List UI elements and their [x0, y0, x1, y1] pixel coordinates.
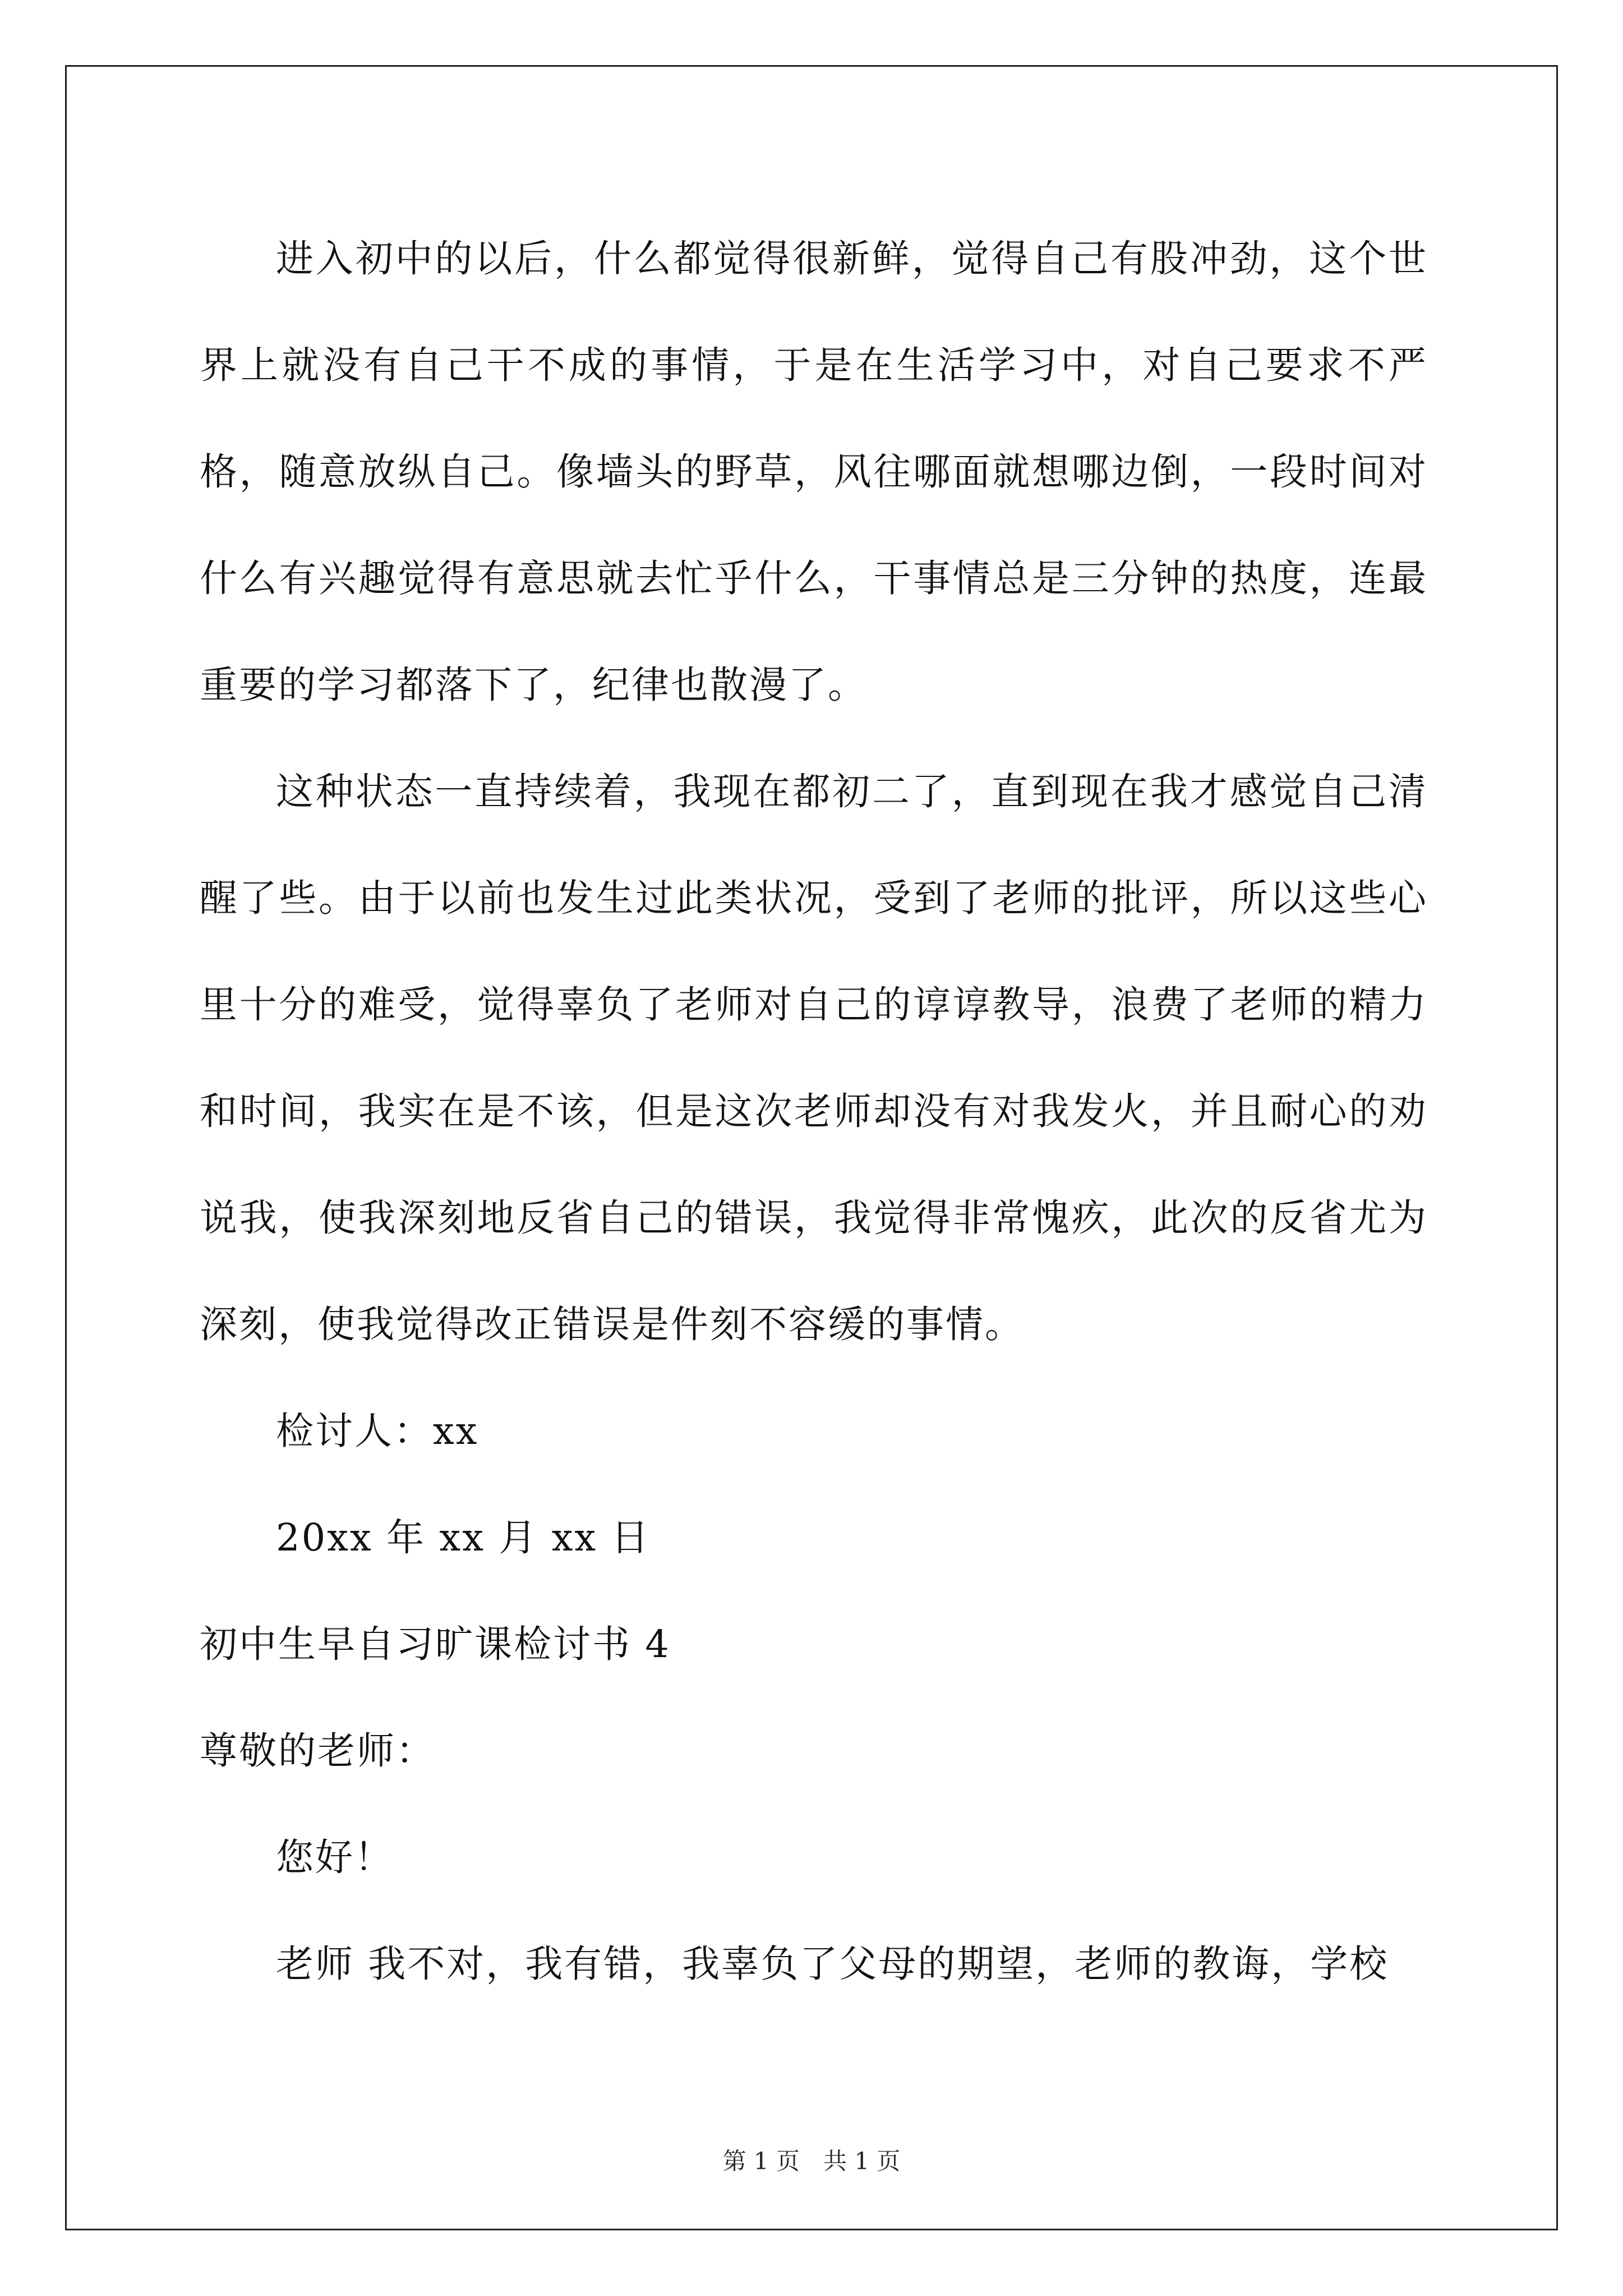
paragraph-1: 进入初中的以后，什么都觉得很新鲜，觉得自己有股冲劲，这个世界上就没有自己干不成的事情，于是在生活学习中，对自己要求不严格，随意放纵自己。像墙头的野草，风往哪面就想哪边倒，一段时间对什么有兴趣觉得有意思就去忙乎什么，干事情总是三分钟的热度，连最重要的学习都落下了，纪律也散漫了。 — [200, 237, 1428, 707]
signature-line: 检讨人：xx — [276, 1409, 479, 1453]
greeting: 您好！ — [276, 1835, 394, 1879]
date-line: 20xx 年 xx 月 xx 日 — [276, 1516, 651, 1559]
paragraph-2: 这种状态一直持续着，我现在都初二了，直到现在我才感觉自己清醒了些。由于以前也发生过此类状况，受到了老师的批评，所以这些心里十分的难受，觉得辜负了老师对自己的谆谆教导，浪费了老师的精力和时间，我实在是不该，但是这次老师却没有对我发火，并且耐心的劝说我，使我深刻地反省自己的错误，我觉得非常愧疚，此次的反省尤为深刻，使我觉得改正错误是件刻不容缓的事情。 — [200, 770, 1428, 1346]
section-title: 初中生早自习旷课检讨书 4 — [200, 1622, 671, 1666]
paragraph-3: 老师 我不对，我有错，我辜负了父母的期望，老师的教诲，学校 — [276, 1942, 1389, 1986]
document-body — [200, 205, 1428, 2017]
page-footer: 第 1 页 共 1 页 — [722, 2147, 901, 2175]
salutation: 尊敬的老师： — [200, 1729, 435, 1773]
